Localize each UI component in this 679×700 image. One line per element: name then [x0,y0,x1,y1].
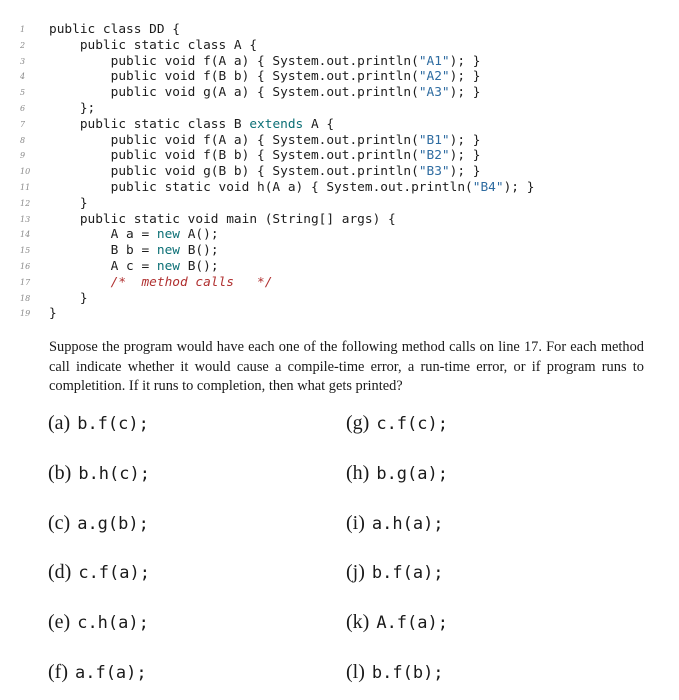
option-method-call: a.g(b); [77,513,149,534]
code-text [49,101,95,117]
line-number: 14 [20,230,31,240]
code-text [49,275,272,291]
line-number: 19 [20,309,31,319]
code-token: public void f(A a) { System.out.println( [49,53,419,69]
option-method-call: c.h(a); [77,613,149,634]
option-letter: (i) [346,511,365,534]
code-token: public class DD { [49,22,180,37]
code-token: A c = [49,259,157,274]
code-token: public static class B [49,116,250,132]
line-number: 1 [20,25,26,34]
option-item [346,410,448,436]
code-token: public void f(B b) { System.out.println( [49,148,419,164]
line-number: 5 [20,88,26,98]
option-method-call: A.f(a); [376,613,448,634]
code-token: B(); [180,259,219,274]
line-number: 15 [20,246,31,256]
line-number: 3 [20,56,26,66]
option-letter: (a) [48,412,71,434]
code-text [49,148,480,164]
option-item [48,559,150,585]
option-item [48,609,149,635]
code-token: public void g(B b) { System.out.println( [49,164,419,180]
code-token: A { [303,116,335,132]
option-letter: (b) [48,461,72,484]
code-token: public static void main (String[] args) { [49,211,396,227]
line-number: 13 [20,214,31,224]
code-token: ); } [449,69,481,85]
code-token: ); } [449,164,481,180]
code-token: /* method calls */ [49,274,273,290]
code-token: public void f(A a) { System.out.println( [49,132,419,148]
code-token: new [156,243,180,259]
code-token: new [156,259,180,274]
code-text [49,212,396,228]
line-number: 8 [20,135,26,145]
line-number: 16 [20,262,31,271]
code-token: "A1" [418,53,450,69]
option-letter: (g) [346,412,370,434]
line-number: 4 [20,72,26,82]
option-method-call: a.h(a); [371,513,444,534]
line-number: 6 [20,104,26,113]
code-text [49,85,480,101]
code-token: }; [49,101,96,116]
line-number: 9 [20,151,26,161]
line-number: 7 [20,119,26,129]
code-text [49,259,219,275]
option-letter: (l) [346,661,365,683]
option-method-call: a.f(a); [74,663,147,683]
option-letter: (e) [48,611,71,634]
option-letter: (j) [346,561,365,584]
code-token: new [156,227,180,243]
code-token: extends [249,116,304,132]
option-letter: (h) [346,461,370,484]
line-number: 2 [20,40,26,50]
option-method-call: c.f(c); [376,414,448,434]
option-letter: (f) [48,661,68,683]
option-method-call: b.f(c); [77,414,149,434]
option-method-call: b.f(a); [371,563,444,584]
code-token: public static class A { [49,37,258,53]
option-method-call: b.g(a); [376,463,448,484]
option-letter: (c) [48,511,71,534]
option-letter: (d) [48,561,72,584]
code-text [49,243,219,259]
code-text [49,54,480,70]
option-method-call: c.f(a); [78,563,150,584]
code-text [49,196,88,212]
code-token: } [49,306,57,322]
code-text [49,133,480,149]
option-item [346,460,448,486]
option-item [48,510,149,536]
code-text [49,38,257,54]
code-token: ); } [449,148,481,164]
code-token: ); } [449,53,481,69]
code-token: } [49,290,88,306]
code-token: "B3" [418,164,450,180]
code-token: ); } [503,180,535,195]
code-token: B(); [180,243,219,259]
code-text [49,22,180,38]
code-token: ); } [449,132,481,148]
code-token: A(); [180,227,219,243]
code-text [49,117,334,133]
code-token: public void f(B b) { System.out.println( [49,69,419,85]
option-item [48,460,150,486]
code-text [49,306,57,322]
question-text: Suppose the program would have each one of the following method calls on line 17. For each method call indicate whether it would cause a compile-time error, a run-time error, or if program runs to completition. If it runs to completion, then what gets printed? [49,339,644,394]
code-token: "B4" [472,180,504,195]
code-token: "B1" [418,132,450,148]
option-item [346,559,444,585]
option-item [346,659,444,685]
option-item [346,510,444,536]
line-number: 10 [20,167,31,177]
code-token: "B2" [418,148,450,164]
line-number: 12 [20,198,31,208]
code-token: public void g(A a) { System.out.println( [49,85,419,101]
code-text [49,164,480,180]
code-token: public static void h(A a) { System.out.println( [49,180,473,195]
option-item [346,609,448,635]
line-number: 17 [20,277,31,287]
option-item [48,659,147,685]
code-token: "A2" [418,69,450,85]
line-number: 18 [20,293,31,303]
code-token: B b = [49,243,157,259]
code-text [49,69,480,85]
code-token: "A3" [418,85,450,101]
code-token: } [49,195,88,211]
code-text [49,180,534,196]
option-method-call: b.f(b); [371,663,444,683]
code-text [49,291,88,307]
code-token: ); } [449,85,481,101]
option-item [48,410,149,436]
line-number: 11 [20,183,31,192]
code-text [49,227,219,243]
option-letter: (k) [346,611,370,634]
code-token: A a = [49,227,157,243]
option-method-call: b.h(c); [78,463,150,484]
